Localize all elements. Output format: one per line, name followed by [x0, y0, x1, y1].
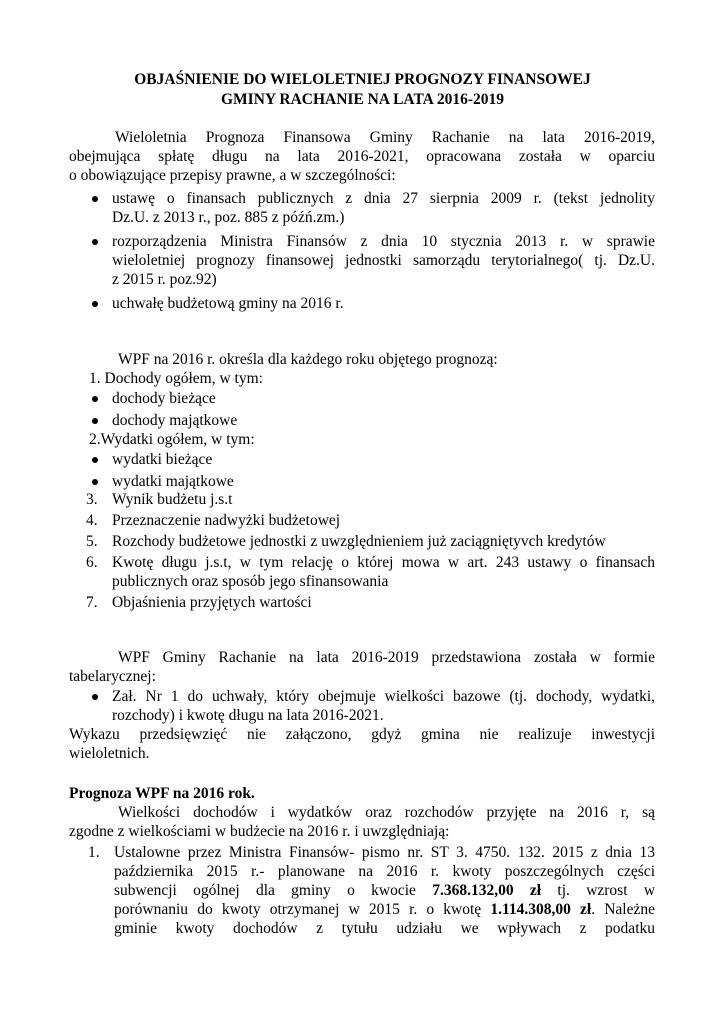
bullet-icon: [92, 479, 98, 485]
attachment-list: [112, 687, 655, 725]
expense-list: [112, 450, 655, 491]
bullet-icon: [92, 418, 98, 424]
intro-first-line: Wieloletnia Prognoza Finansowa Gminy Rachanie na lata 2016-2019,: [115, 129, 655, 146]
list-item: wydatki majątkowe: [112, 472, 655, 491]
form-first-line: WPF Gminy Rachanie na lata 2016-2019 przedstawiona została w formie: [118, 649, 655, 666]
increase-amount: 1.114.308,00 zł: [490, 901, 592, 918]
list-item: uchwałę budżetową gminy na 2016 r.: [112, 294, 655, 313]
forecast-first-line: Wielkości dochodów i wydatków oraz rozchodów przyjęte na 2016 r, są: [118, 804, 655, 821]
scope-lead: WPF na 2016 r. określa dla każdego roku objętego prognozą:: [118, 351, 498, 368]
bullet-icon: [92, 694, 98, 700]
scope-heading-2: 2.Wydatki ogółem, w tym:: [89, 431, 255, 448]
bullet-icon: [92, 196, 98, 202]
forecast-second-line: zgodne z wielkościami w budżecie na 2016 r. i uwzględniają:: [69, 823, 450, 840]
scope-numbered-list: [86, 490, 655, 612]
title-line-1: OBJAŚNIENIE DO WIELOLETNIEJ PROGNOZY FINANSOWEJ: [134, 71, 591, 88]
section-heading: Prognoza WPF na 2016 rok.: [69, 785, 255, 802]
list-item: rozporządzenia Ministra Finansów z dnia 10 stycznia 2013 r. w sprawie wieloletniej prognozy finansowej jednostki samorządu terytorialnego( tj. Dz.U. z 2015 r. poz.92): [112, 232, 655, 289]
subsidy-amount: 7.368.132,00 zł: [432, 882, 542, 899]
bullet-icon: [92, 239, 98, 245]
list-item: 5. Rozchody budżetowe jednostki z uwzględnieniem już zaciągniętyvch kredytów: [86, 533, 606, 550]
list-item: dochody majątkowe: [112, 411, 655, 430]
form-second-line: tabelarycznej:: [69, 668, 156, 685]
bullet-icon: [92, 457, 98, 463]
income-list: [112, 389, 655, 430]
forecast-numbered-list: [88, 843, 656, 938]
list-item: 1. Ustalowne przez Ministra Finansów- pismo nr. ST 3. 4750. 132. 2015 z dnia 13 października 2015 r.- planowane na 2016 r. kwoty poszczególnych części subwencji ogólnej dla gminy o kwocie 7.368.132,00 zł tj. wzrost w porównaniu do kwoty otrzymanej w 2015 r. o kwotę 1.114.308,00 zł. Należne gminie kwoty dochodów z tytułu udziału we wpływach z podatku: [88, 844, 656, 937]
bullet-icon: [92, 396, 98, 402]
list-item: 7. Objaśnienia przyjętych wartości: [86, 594, 312, 611]
list-item: 6. Kwotę długu j.s.t, w tym relację o której mowa w art. 243 ustawy o finansach publicznych oraz sposób jego sfinansowania: [86, 554, 655, 590]
title-line-2: GMINY RACHANIE NA LATA 2016-2019: [220, 91, 505, 108]
list-item: ustawę o finansach publicznych z dnia 27 sierpnia 2009 r. (tekst jednolity Dz.U. z 2013 r., poz. 885 z późń.zm.): [112, 189, 655, 227]
list-item: dochody bieżące: [112, 389, 655, 408]
legal-basis-list: [112, 189, 655, 313]
intro-paragraph: obejmująca spłatę długu na lata 2016-2021, opracowana została w oparciu o obowiązujące przepisy prawne, a w szczególności:: [69, 148, 655, 184]
bullet-icon: [92, 301, 98, 307]
list-item: wydatki bieżące: [112, 450, 655, 469]
list-item: 4. Przeznaczenie nadwyżki budżetowej: [86, 512, 341, 529]
form-closing: Wykazu przedsięwzięć nie załączono, gdyż gmina nie realizuje inwestycji wieloletnich.: [69, 726, 655, 762]
list-item: 3. Wynik budżetu j.s.t: [86, 491, 233, 508]
list-item: Zał. Nr 1 do uchwały, który obejmuje wielkości bazowe (tj. dochody, wydatki, rozchody) i kwotę długu na lata 2016-2021.: [112, 687, 655, 725]
document-title: [0, 70, 725, 110]
scope-heading-1: 1. Dochody ogółem, w tym:: [89, 370, 263, 387]
